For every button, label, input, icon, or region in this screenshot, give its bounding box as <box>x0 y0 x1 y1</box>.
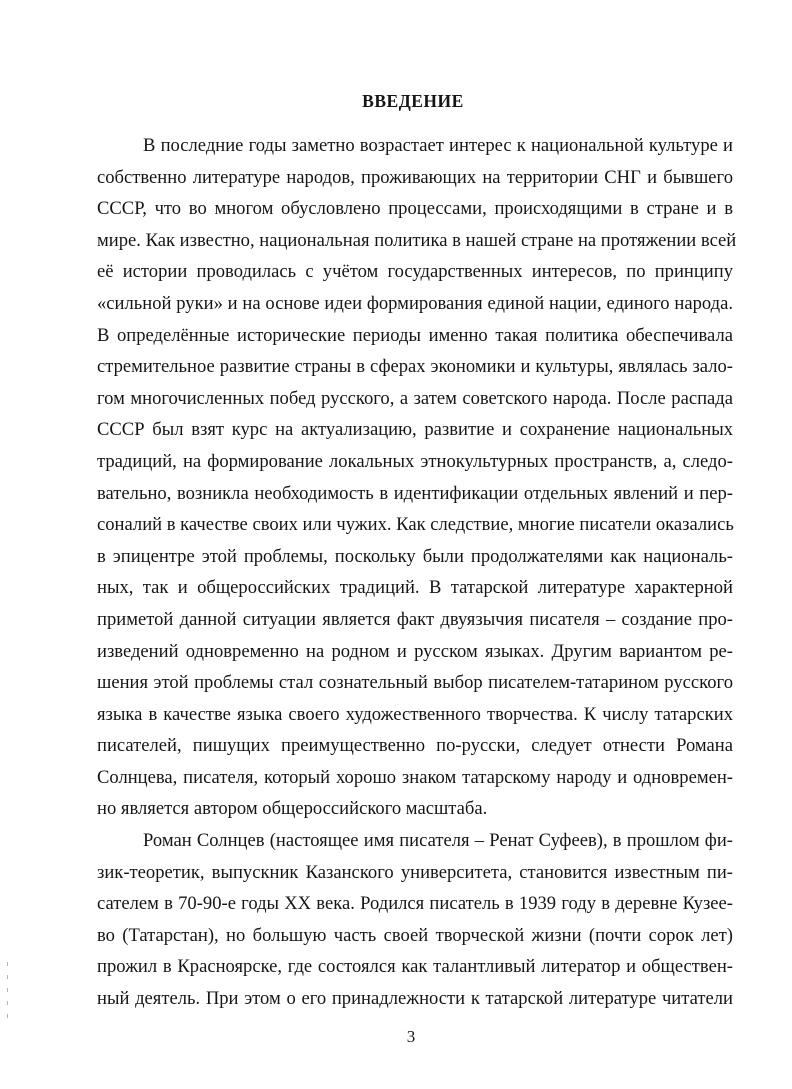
text-line: гом многочисленных побед русского, а затем советского народа. После распада <box>97 387 733 409</box>
text-line: «сильной руки» и на основе идеи формирования единой нации, единого народа. <box>97 292 733 314</box>
scan-mark <box>7 988 8 992</box>
text-line: но является автором общероссийского масштаба. <box>97 798 488 820</box>
page-number: 3 <box>406 1027 416 1046</box>
section-heading: ВВЕДЕНИЕ <box>362 91 464 111</box>
scan-mark <box>7 1001 8 1005</box>
text-line: приметой данной ситуации является факт двуязычия писателя – создание про- <box>97 608 733 630</box>
text-line: В определённые исторические периоды именно такая политика обеспечивала <box>97 324 733 346</box>
text-line: языка в качестве языка своего художественного творчества. К числу татарских <box>97 703 733 725</box>
scan-margin-marks <box>6 962 10 1032</box>
text-line: СССР, что во многом обусловлено процессами, происходящими в стране и в <box>97 198 733 220</box>
text-line: шения этой проблемы стал сознательный выбор писателем-татарином русского <box>97 672 733 694</box>
text-line: соналий в качестве своих или чужих. Как следствие, многие писатели оказались <box>97 514 734 536</box>
text-line: собственно литературе народов, проживающих на территории СНГ и бывшего <box>97 166 733 188</box>
text-line: во (Татарстан), но большую часть своей творческой жизни (почти сорок лет) <box>97 924 733 946</box>
text-line: мире. Как известно, национальная политика в нашей стране на протяжении всей <box>97 229 737 251</box>
text-line: писателей, пишущих преимущественно по-русски, следует отнести Романа <box>97 735 733 757</box>
text-line: в эпицентре этой проблемы, поскольку были продолжателями как националь- <box>97 545 733 567</box>
scan-mark <box>7 975 8 979</box>
text-line: зик-теоретик, выпускник Казанского университета, становится известным пи- <box>97 861 733 883</box>
body-text <box>97 130 737 1015</box>
text-line: СССР был взят курс на актуализацию, развитие и сохранение национальных <box>97 419 733 441</box>
paragraph-2 <box>97 825 733 1015</box>
scan-mark <box>7 1014 8 1018</box>
text-line: сателем в 70-90-е годы XX века. Родился писатель в 1939 году в деревне Кузее- <box>97 893 733 915</box>
text-line: её истории проводилась с учётом государственных интересов, по принципу <box>97 261 733 283</box>
text-line: вательно, возникла необходимость в идентификации отдельных явлений и пер- <box>97 482 733 504</box>
paragraph-1 <box>97 130 737 825</box>
text-line: традиций, на формирование локальных этнокультурных пространств, а, следо- <box>97 450 733 472</box>
text-line: изведений одновременно на родном и русском языках. Другим вариантом ре- <box>97 640 733 662</box>
text-line: стремительное развитие страны в сферах экономики и культуры, являлась зало- <box>97 356 733 378</box>
scan-mark <box>7 962 8 966</box>
text-line: прожил в Красноярске, где состоялся как талантливый литератор и обществен- <box>97 956 733 978</box>
text-line: Солнцева, писателя, который хорошо знаком татарскому народу и одновремен- <box>97 766 733 788</box>
text-line: Роман Солнцев (настоящее имя писателя – Ренат Суфеев), в прошлом фи- <box>143 830 733 852</box>
text-line: В последние годы заметно возрастает интерес к национальной культуре и <box>143 135 733 156</box>
text-line: ных, так и общероссийских традиций. В татарской литературе характерной <box>97 577 733 599</box>
text-line: ный деятель. При этом о его принадлежности к татарской литературе читатели <box>97 988 733 1010</box>
